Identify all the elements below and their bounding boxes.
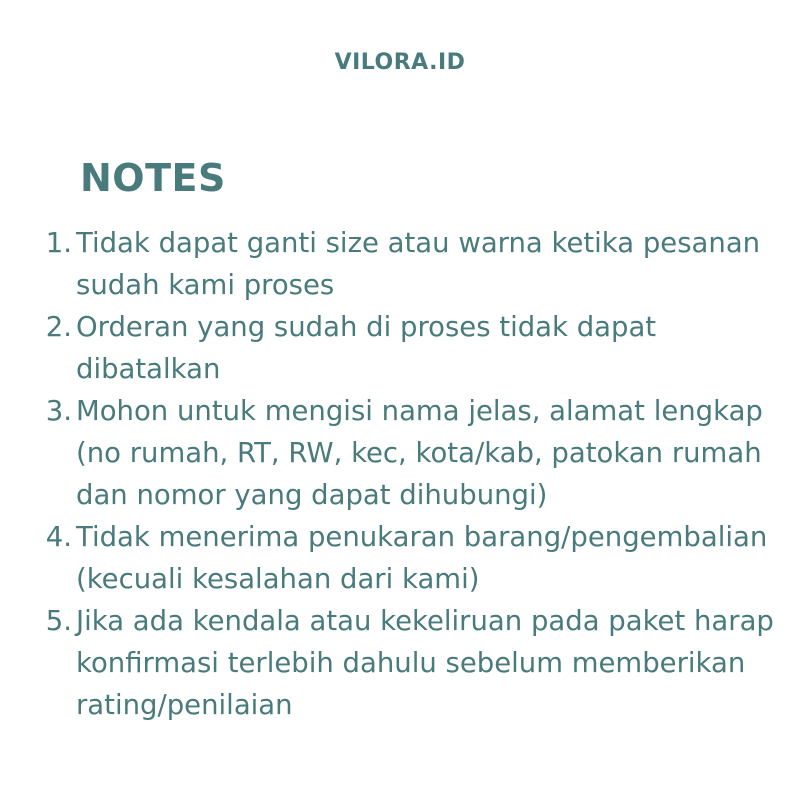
note-item <box>0 600 800 726</box>
note-item <box>0 306 800 390</box>
note-item <box>0 516 800 600</box>
note-text: Mohon untuk mengisi nama jelas, alamat lengkap (no rumah, RT, RW, kec, kota/kab, patokan rumah dan nomor yang dapat dihubungi) <box>76 395 763 511</box>
note-number: 4. <box>45 521 72 553</box>
note-number: 1. <box>45 227 72 259</box>
note-text: Tidak menerima penukaran barang/pengembalian (kecuali kesalahan dari kami) <box>76 521 768 595</box>
note-item <box>0 390 800 516</box>
note-text: Orderan yang sudah di proses tidak dapat dibatalkan <box>76 311 657 385</box>
note-text: Tidak dapat ganti size atau warna ketika pesanan sudah kami proses <box>76 227 761 301</box>
page-title: NOTES <box>80 156 226 200</box>
notes-list <box>0 222 800 726</box>
note-number: 3. <box>45 395 72 427</box>
note-text: Jika ada kendala atau kekeliruan pada paket harap konfirmasi terlebih dahulu sebelum memberikan rating/penilaian <box>76 605 774 721</box>
note-item <box>0 222 800 306</box>
note-number: 5. <box>45 605 72 637</box>
brand-logo-text: VILORA.ID <box>334 50 466 75</box>
note-number: 2. <box>45 311 72 343</box>
